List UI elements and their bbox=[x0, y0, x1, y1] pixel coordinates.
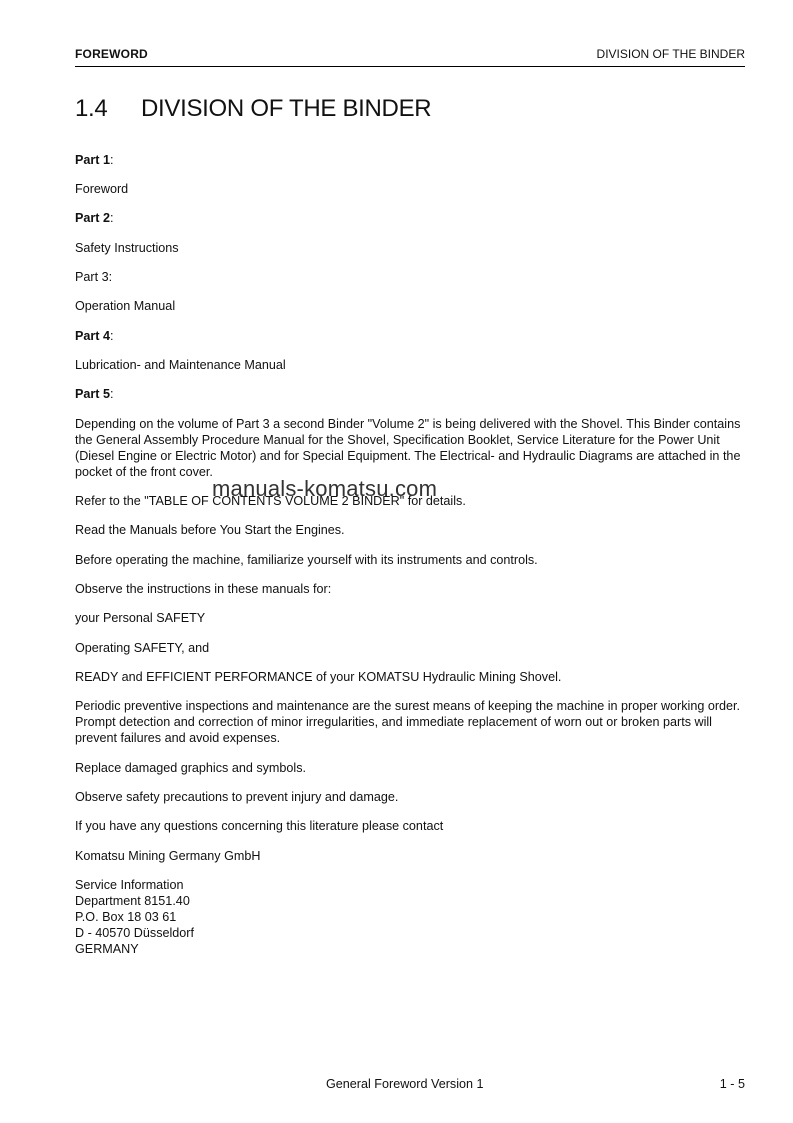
periodic-maintenance-paragraph: Periodic preventive inspections and maintenance are the surest means of keeping the machine in proper working order. Prompt detection and correction of minor irregularities, and immediate replacement of worn out or broken parts will prevent failures and avoid expenses. bbox=[75, 699, 741, 745]
part-2-name: Safety Instructions bbox=[75, 241, 179, 255]
personal-safety-line: your Personal SAFETY bbox=[75, 611, 206, 625]
section-title: DIVISION OF THE BINDER bbox=[141, 95, 432, 122]
precautions-paragraph: Observe safety precautions to prevent injury and damage. bbox=[75, 790, 399, 804]
footer-document-version: General Foreword Version 1 bbox=[326, 1077, 484, 1091]
volume-2-paragraph: Depending on the volume of Part 3 a second Binder "Volume 2" is being delivered with the Shovel. This Binder contains the General Assembly Procedure Manual for the Shovel, Specification Booklet, Service Literature for the Power Unit (Diesel Engine or Electric Motor) and for Special Equipment. The Electrical- and Hydraulic Diagrams are attached in the pocket of the front cover. bbox=[75, 417, 741, 479]
part-3-heading: Part 3: bbox=[75, 270, 113, 284]
header-section-label: FOREWORD bbox=[75, 47, 148, 61]
operating-safety-line: Operating SAFETY, and bbox=[75, 641, 210, 655]
footer-page-number: 1 - 5 bbox=[719, 1077, 745, 1091]
address-line-1: Service Information bbox=[75, 878, 184, 892]
part-3-name: Operation Manual bbox=[75, 299, 176, 313]
part-1-name: Foreword bbox=[75, 182, 129, 196]
replace-graphics-paragraph: Replace damaged graphics and symbols. bbox=[75, 761, 307, 775]
address-block bbox=[75, 877, 745, 957]
familiarize-paragraph: Before operating the machine, familiarize yourself with its instruments and controls. bbox=[75, 553, 538, 567]
part-4-name: Lubrication- and Maintenance Manual bbox=[75, 358, 286, 372]
page-title bbox=[75, 95, 431, 123]
address-line-3: P.O. Box 18 03 61 bbox=[75, 910, 177, 924]
read-manuals-paragraph: Read the Manuals before You Start the Engines. bbox=[75, 523, 345, 537]
section-number: 1.4 bbox=[75, 95, 108, 122]
part-2-heading: Part 2: bbox=[75, 211, 114, 225]
part-5-heading: Part 5: bbox=[75, 387, 114, 401]
header-divider bbox=[75, 66, 745, 67]
header-chapter-title: DIVISION OF THE BINDER bbox=[596, 47, 745, 61]
questions-paragraph: If you have any questions concerning this literature please contact bbox=[75, 819, 444, 833]
performance-line: READY and EFFICIENT PERFORMANCE of your KOMATSU Hydraulic Mining Shovel. bbox=[75, 670, 562, 684]
watermark-text: manuals-komatsu.com bbox=[212, 476, 438, 501]
address-line-2: Department 8151.40 bbox=[75, 894, 190, 908]
part-1-heading: Part 1: bbox=[75, 153, 114, 167]
observe-paragraph: Observe the instructions in these manuals for: bbox=[75, 582, 332, 596]
part-4-heading: Part 4: bbox=[75, 329, 114, 343]
address-line-4: D - 40570 Düsseldorf bbox=[75, 926, 195, 940]
address-line-5: GERMANY bbox=[75, 942, 139, 956]
company-name: Komatsu Mining Germany GmbH bbox=[75, 849, 261, 863]
refer-paragraph: Refer to the "TABLE OF CONTENTS VOLUME 2 BINDER" for details. bbox=[75, 494, 466, 508]
